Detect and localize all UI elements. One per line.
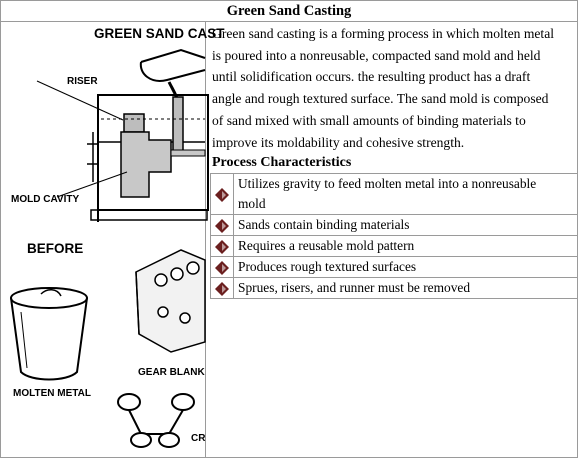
bullet-cell: [211, 215, 234, 236]
crank-icon: [118, 394, 194, 447]
characteristic-text: Requires a reusable mold pattern: [234, 236, 578, 257]
illustration-cell: [1, 22, 225, 457]
description-line: Green sand casting is a forming process in which molten metal: [212, 26, 555, 41]
table-row: [211, 236, 578, 257]
illustration-heading: GREEN SAND CAST: [94, 26, 225, 41]
characteristic-text: Produces rough textured surfaces: [234, 257, 578, 278]
section-heading: Process Characteristics: [212, 155, 352, 171]
diamond-arrow-icon: [215, 188, 229, 202]
table-row: [211, 278, 578, 299]
characteristic-text: [234, 174, 578, 215]
bullet-cell: [211, 236, 234, 257]
casting-illustration: [1, 22, 225, 457]
characteristic-line: Utilizes gravity to feed molten metal into a nonreusable: [238, 176, 537, 192]
gear-blank-label: GEAR BLANK: [138, 367, 205, 378]
description-line: angle and rough textured surface. The sand mold is composed: [212, 91, 549, 107]
crank-label: CR: [191, 433, 206, 444]
characteristics-table: [210, 173, 578, 299]
bullet-cell: [211, 278, 234, 299]
diamond-arrow-icon: [215, 219, 229, 233]
description-line: of sand mixed with small amounts of binding materials to: [212, 112, 526, 128]
riser-label: RISER: [67, 76, 98, 87]
table-row: [211, 215, 578, 236]
diamond-arrow-icon: [215, 282, 229, 296]
characteristic-line: mold: [238, 196, 266, 212]
gear-blank-icon: [136, 250, 205, 352]
before-label: BEFORE: [27, 241, 84, 256]
diamond-arrow-icon: [215, 261, 229, 275]
molten-metal-label: MOLTEN METAL: [13, 388, 91, 399]
table-row: [211, 257, 578, 278]
crucible-icon: [11, 288, 87, 380]
table-row: [211, 174, 578, 215]
characteristic-text: Sands contain binding materials: [234, 215, 578, 236]
description-line: until solidification occurs. the resulting product has a draft: [212, 69, 531, 85]
page-title: Green Sand Casting: [1, 1, 577, 22]
description-line: improve its moldability and cohesive strength.: [212, 134, 465, 150]
characteristic-text: Sprues, risers, and runner must be removed: [234, 278, 578, 299]
description-paragraph: [207, 22, 577, 153]
mold-flask-drawing: [87, 95, 208, 222]
bullet-cell: [211, 174, 234, 215]
diamond-arrow-icon: [215, 240, 229, 254]
content-cell: [207, 22, 577, 299]
description-line: is poured into a nonreusable, compacted sand mold and held: [212, 47, 541, 63]
bullet-cell: [211, 257, 234, 278]
mold-cavity-label: MOLD CAVITY: [11, 194, 80, 205]
